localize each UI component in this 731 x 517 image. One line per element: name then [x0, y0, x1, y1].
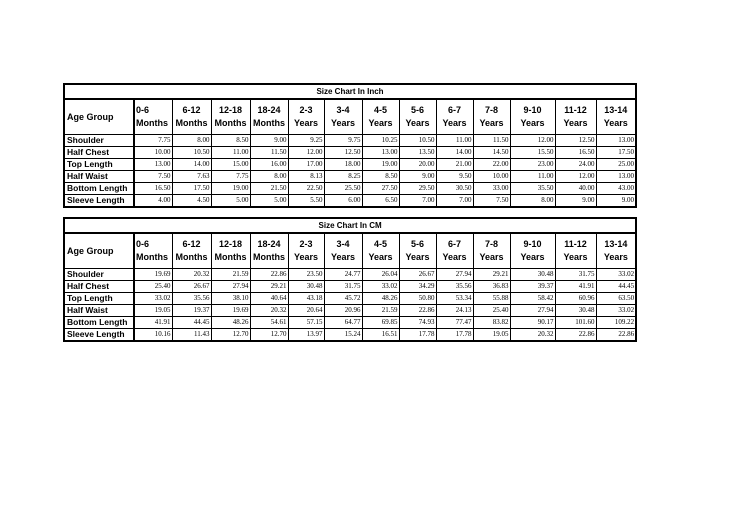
measurement-value: 5.00 [211, 195, 250, 208]
age-range: 13-14 [604, 105, 628, 115]
measurement-value: 22.86 [250, 269, 288, 281]
measurement-value: 55.88 [473, 293, 510, 305]
measurement-value: 7.50 [473, 195, 510, 208]
measurement-value: 11.50 [473, 135, 510, 147]
age-unit: Months [136, 118, 168, 128]
age-range: 6-12 [182, 105, 201, 115]
measurement-value: 22.86 [596, 329, 636, 342]
measurement-value: 20.32 [250, 305, 288, 317]
measurement-value: 16.50 [555, 147, 596, 159]
measurement-value: 7.00 [399, 195, 436, 208]
table-row [64, 171, 636, 183]
measurement-value: 74.93 [399, 317, 436, 329]
measurement-value: 18.00 [324, 159, 362, 171]
table-row [64, 147, 636, 159]
measurement-value: 45.72 [324, 293, 362, 305]
age-column-header [555, 99, 596, 135]
age-range: 18-24 [257, 239, 281, 249]
age-unit: Years [603, 252, 628, 262]
age-unit: Months [175, 252, 208, 262]
measurement-value: 9.00 [596, 195, 636, 208]
age-column-header [172, 99, 211, 135]
age-range: 6-7 [447, 105, 461, 115]
age-column-header [399, 99, 436, 135]
measurement-value: 7.00 [436, 195, 473, 208]
measurement-value: 7.75 [211, 171, 250, 183]
measurement-value: 7.63 [172, 171, 211, 183]
age-unit: Years [330, 252, 356, 262]
table-row [64, 281, 636, 293]
measurement-value: 27.94 [510, 305, 555, 317]
age-unit: Years [293, 252, 319, 262]
age-column-header [436, 99, 473, 135]
measurement-value: 7.75 [134, 135, 172, 147]
measurement-label: Bottom Length [64, 183, 134, 195]
table-row [64, 329, 636, 342]
measurement-value: 21.59 [362, 305, 399, 317]
measurement-value: 20.32 [510, 329, 555, 342]
measurement-value: 33.02 [596, 269, 636, 281]
table-row [64, 269, 636, 281]
measurement-value: 14.50 [473, 147, 510, 159]
age-column-header [596, 99, 636, 135]
measurement-value: 9.50 [436, 171, 473, 183]
age-range: 9-10 Years [520, 105, 545, 128]
measurement-value: 23.00 [510, 159, 555, 171]
measurement-value: 13.00 [596, 171, 636, 183]
measurement-value: 12.70 [211, 329, 250, 342]
age-range: 13-14 [604, 239, 628, 249]
measurement-label: Top Length [64, 293, 134, 305]
measurement-value: 8.13 [288, 171, 324, 183]
measurement-value: 30.48 [555, 305, 596, 317]
measurement-value: 9.00 [250, 135, 288, 147]
measurement-value: 27.94 [436, 269, 473, 281]
table-row [64, 159, 636, 171]
measurement-label: Shoulder [64, 269, 134, 281]
measurement-value: 19.05 [473, 329, 510, 342]
measurement-value: 16.51 [362, 329, 399, 342]
measurement-value: 22.86 [555, 329, 596, 342]
measurement-value: 19.05 [134, 305, 172, 317]
measurement-value: 13.50 [399, 147, 436, 159]
measurement-value: 20.32 [172, 269, 211, 281]
measurement-value: 10.25 [362, 135, 399, 147]
measurement-value: 20.96 [324, 305, 362, 317]
age-column-header [250, 233, 288, 269]
measurement-value: 21.50 [250, 183, 288, 195]
measurement-value: 10.50 [172, 147, 211, 159]
measurement-value: 57.15 [288, 317, 324, 329]
measurement-value: 29.21 [250, 281, 288, 293]
measurement-value: 30.50 [436, 183, 473, 195]
age-column-header [288, 233, 324, 269]
age-unit: Months [214, 252, 247, 262]
measurement-value: 4.50 [172, 195, 211, 208]
measurement-value: 101.60 [555, 317, 596, 329]
measurement-value: 41.91 [134, 317, 172, 329]
age-unit: Years [368, 252, 393, 262]
age-group-header: Age Group [64, 233, 134, 269]
table-row [64, 183, 636, 195]
measurement-value: 29.50 [399, 183, 436, 195]
age-unit: Years [405, 118, 430, 128]
age-column-header [473, 99, 510, 135]
measurement-value: 22.86 [399, 305, 436, 317]
size-chart-inch-table [63, 83, 637, 208]
age-column-header [250, 99, 288, 135]
measurement-value: 33.02 [596, 305, 636, 317]
measurement-value: 5.00 [250, 195, 288, 208]
measurement-value: 77.47 [436, 317, 473, 329]
table-title: Size Chart In CM [64, 218, 636, 233]
age-unit: Months [136, 252, 168, 262]
measurement-value: 26.04 [362, 269, 399, 281]
measurement-value: 16.00 [250, 159, 288, 171]
measurement-value: 40.00 [555, 183, 596, 195]
age-unit: Years [330, 118, 356, 128]
measurement-value: 27.50 [362, 183, 399, 195]
measurement-value: 11.00 [510, 171, 555, 183]
measurement-value: 44.45 [596, 281, 636, 293]
table-row [64, 195, 636, 208]
measurement-value: 12.70 [250, 329, 288, 342]
measurement-label: Sleeve Length [64, 329, 134, 342]
measurement-value: 6.00 [324, 195, 362, 208]
measurement-value: 25.00 [596, 159, 636, 171]
age-range: 12-18 [218, 239, 243, 249]
age-column-header [211, 99, 250, 135]
measurement-value: 9.00 [399, 171, 436, 183]
measurement-label: Half Waist [64, 171, 134, 183]
age-range: 2-3 [299, 105, 313, 115]
table-row [64, 135, 636, 147]
measurement-value: 10.00 [134, 147, 172, 159]
measurement-value: 4.00 [134, 195, 172, 208]
measurement-value: 16.50 [134, 183, 172, 195]
measurement-value: 17.50 [596, 147, 636, 159]
measurement-value: 10.50 [399, 135, 436, 147]
age-column-header [473, 233, 510, 269]
measurement-value: 22.00 [473, 159, 510, 171]
measurement-value: 24.13 [436, 305, 473, 317]
age-column-header [134, 233, 172, 269]
measurement-value: 17.78 [399, 329, 436, 342]
measurement-value: 33.02 [134, 293, 172, 305]
measurement-value: 33.02 [362, 281, 399, 293]
measurement-label: Half Waist [64, 305, 134, 317]
age-column-header [436, 233, 473, 269]
age-range: 7-8 [484, 105, 498, 115]
measurement-value: 50.80 [399, 293, 436, 305]
age-column-header [362, 233, 399, 269]
measurement-value: 6.50 [362, 195, 399, 208]
measurement-value: 63.50 [596, 293, 636, 305]
age-unit: Years [368, 118, 393, 128]
measurement-value: 29.21 [473, 269, 510, 281]
age-unit: Months [253, 118, 285, 128]
measurement-value: 23.50 [288, 269, 324, 281]
measurement-value: 38.10 [211, 293, 250, 305]
measurement-value: 109.22 [596, 317, 636, 329]
measurement-value: 12.00 [288, 147, 324, 159]
measurement-value: 8.00 [250, 171, 288, 183]
measurement-value: 15.24 [324, 329, 362, 342]
measurement-value: 25.40 [473, 305, 510, 317]
measurement-value: 43.18 [288, 293, 324, 305]
measurement-value: 19.69 [211, 305, 250, 317]
measurement-value: 19.00 [211, 183, 250, 195]
measurement-value: 13.00 [362, 147, 399, 159]
age-column-header [324, 99, 362, 135]
measurement-value: 11.43 [172, 329, 211, 342]
measurement-value: 24.77 [324, 269, 362, 281]
age-column-header [510, 99, 555, 135]
table-row [64, 317, 636, 329]
measurement-value: 48.26 [362, 293, 399, 305]
measurement-value: 27.94 [211, 281, 250, 293]
measurement-value: 9.00 [555, 195, 596, 208]
age-column-header [596, 233, 636, 269]
age-unit: Years [563, 118, 588, 128]
measurement-value: 12.50 [555, 135, 596, 147]
measurement-value: 64.77 [324, 317, 362, 329]
age-unit: Months [253, 252, 285, 262]
age-range: 6-12 [182, 239, 201, 249]
measurement-label: Top Length [64, 159, 134, 171]
age-unit: Years [442, 118, 467, 128]
measurement-value: 26.67 [172, 281, 211, 293]
age-column-header [399, 233, 436, 269]
measurement-value: 48.26 [211, 317, 250, 329]
age-range: 0-6 [136, 105, 150, 115]
measurement-value: 7.50 [134, 171, 172, 183]
measurement-value: 24.00 [555, 159, 596, 171]
measurement-value: 20.64 [288, 305, 324, 317]
measurement-value: 8.25 [324, 171, 362, 183]
table-title: Size Chart In Inch [64, 84, 636, 99]
size-chart-sheet [63, 83, 635, 351]
measurement-value: 69.85 [362, 317, 399, 329]
measurement-value: 54.61 [250, 317, 288, 329]
measurement-value: 11.00 [211, 147, 250, 159]
measurement-value: 44.45 [172, 317, 211, 329]
age-unit: Years [563, 252, 588, 262]
age-range: 11-12 [564, 239, 587, 249]
measurement-value: 60.96 [555, 293, 596, 305]
age-range: 3-4 [336, 239, 350, 249]
measurement-value: 12.50 [324, 147, 362, 159]
measurement-value: 8.50 [211, 135, 250, 147]
age-column-header [134, 99, 172, 135]
measurement-value: 9.75 [324, 135, 362, 147]
age-unit: Years [479, 252, 504, 262]
age-range: 3-4 [336, 105, 350, 115]
measurement-value: 25.50 [324, 183, 362, 195]
measurement-value: 15.00 [211, 159, 250, 171]
age-column-header [324, 233, 362, 269]
age-column-header [510, 233, 555, 269]
measurement-value: 14.00 [172, 159, 211, 171]
age-column-header [362, 99, 399, 135]
measurement-value: 21.59 [211, 269, 250, 281]
age-unit: Years [442, 252, 467, 262]
measurement-value: 10.00 [473, 171, 510, 183]
measurement-value: 41.91 [555, 281, 596, 293]
age-range: 0-6 [136, 239, 150, 249]
measurement-value: 14.00 [436, 147, 473, 159]
measurement-value: 13.00 [596, 135, 636, 147]
measurement-value: 20.00 [399, 159, 436, 171]
measurement-value: 53.34 [436, 293, 473, 305]
age-unit: Months [175, 118, 208, 128]
measurement-value: 13.00 [134, 159, 172, 171]
age-column-header [288, 99, 324, 135]
measurement-value: 22.50 [288, 183, 324, 195]
age-column-header [172, 233, 211, 269]
age-range: 5-6 [410, 105, 424, 115]
age-group-header: Age Group [64, 99, 134, 135]
measurement-value: 35.50 [510, 183, 555, 195]
measurement-value: 35.56 [436, 281, 473, 293]
measurement-label: Bottom Length [64, 317, 134, 329]
measurement-value: 11.50 [250, 147, 288, 159]
measurement-label: Half Chest [64, 281, 134, 293]
measurement-value: 35.56 [172, 293, 211, 305]
age-column-header [555, 233, 596, 269]
measurement-value: 5.50 [288, 195, 324, 208]
measurement-value: 19.37 [172, 305, 211, 317]
age-range: 2-3 [299, 239, 313, 249]
measurement-value: 30.48 [510, 269, 555, 281]
size-chart-cm-table [63, 217, 637, 342]
measurement-value: 17.00 [288, 159, 324, 171]
measurement-value: 43.00 [596, 183, 636, 195]
age-unit: Years [405, 252, 430, 262]
age-range: 12-18 [218, 105, 243, 115]
measurement-value: 12.00 [555, 171, 596, 183]
age-unit: Years [603, 118, 628, 128]
measurement-value: 17.78 [436, 329, 473, 342]
measurement-value: 31.75 [324, 281, 362, 293]
measurement-value: 90.17 [510, 317, 555, 329]
measurement-label: Half Chest [64, 147, 134, 159]
measurement-value: 39.37 [510, 281, 555, 293]
age-range: 9-10 Years [520, 239, 545, 262]
measurement-value: 34.29 [399, 281, 436, 293]
measurement-value: 31.75 [555, 269, 596, 281]
age-unit: Months [214, 118, 247, 128]
measurement-value: 21.00 [436, 159, 473, 171]
age-unit: Years [479, 118, 504, 128]
measurement-value: 11.00 [436, 135, 473, 147]
measurement-value: 33.00 [473, 183, 510, 195]
measurement-label: Shoulder [64, 135, 134, 147]
measurement-value: 17.50 [172, 183, 211, 195]
measurement-value: 19.69 [134, 269, 172, 281]
measurement-value: 30.48 [288, 281, 324, 293]
age-column-header [211, 233, 250, 269]
table-row [64, 305, 636, 317]
measurement-value: 58.42 [510, 293, 555, 305]
measurement-value: 13.97 [288, 329, 324, 342]
measurement-value: 12.00 [510, 135, 555, 147]
age-range: 18-24 [257, 105, 281, 115]
measurement-value: 25.40 [134, 281, 172, 293]
measurement-value: 19.00 [362, 159, 399, 171]
age-range: 4-5 [373, 239, 387, 249]
measurement-value: 15.50 [510, 147, 555, 159]
age-range: 6-7 [447, 239, 461, 249]
measurement-value: 26.67 [399, 269, 436, 281]
measurement-value: 9.25 [288, 135, 324, 147]
measurement-value: 36.83 [473, 281, 510, 293]
measurement-value: 8.00 [510, 195, 555, 208]
age-range: 11-12 [564, 105, 587, 115]
measurement-label: Sleeve Length [64, 195, 134, 208]
age-range: 5-6 [410, 239, 424, 249]
measurement-value: 8.00 [172, 135, 211, 147]
age-range: 7-8 [484, 239, 498, 249]
measurement-value: 8.50 [362, 171, 399, 183]
measurement-value: 40.64 [250, 293, 288, 305]
age-unit: Years [293, 118, 319, 128]
measurement-value: 83.82 [473, 317, 510, 329]
age-range: 4-5 [373, 105, 387, 115]
table-row [64, 293, 636, 305]
measurement-value: 10.16 [134, 329, 172, 342]
